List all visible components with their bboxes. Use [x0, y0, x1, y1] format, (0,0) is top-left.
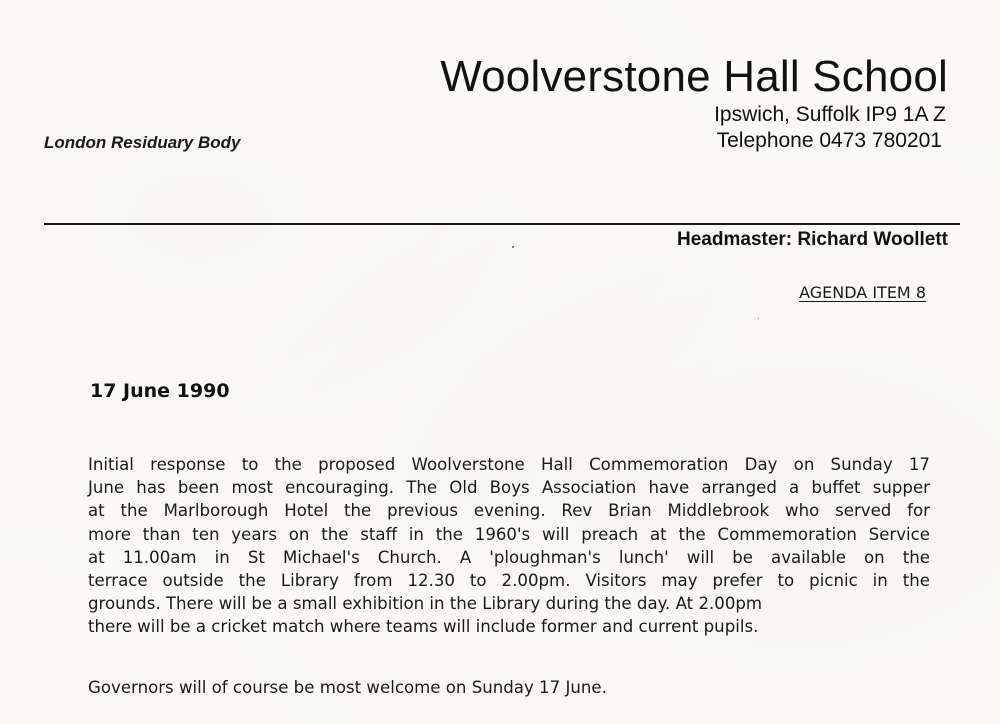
paragraph-line: June has been most encouraging. The Old Boys Association have arranged a buffet supper	[88, 478, 930, 498]
school-name: Woolverstone Hall School	[440, 52, 948, 101]
agenda-item-label: AGENDA ITEM 8	[799, 283, 926, 302]
paper-speck	[758, 318, 759, 319]
paragraph-line: more than ten years on the staff in the 1960's will preach at the Commemoration Service	[88, 524, 930, 544]
paragraph-line: Initial response to the proposed Woolverstone Hall Commemoration Day on Sunday 17	[88, 455, 930, 474]
paper-speck	[512, 246, 514, 248]
school-telephone: Telephone 0473 780201	[716, 129, 942, 152]
body-paragraph	[88, 453, 930, 639]
closing-sentence: Governors will of course be most welcome on Sunday 17 June.	[88, 678, 607, 697]
paragraph-line: at the Marlborough Hotel the previous evening. Rev Brian Middlebrook who served for	[88, 501, 930, 521]
headmaster-line: Headmaster: Richard Woollett	[677, 229, 948, 250]
recipient-body: London Residuary Body	[44, 133, 241, 152]
paragraph-line: terrace outside the Library from 12.30 to 2.00pm. Visitors may prefer to picnic in the	[88, 571, 930, 591]
paragraph-line: there will be a cricket match where teams will include former and current pupils.	[88, 617, 759, 637]
paragraph-line: at 11.00am in St Michael's Church. A 'ploughman's lunch' will be available on the	[88, 547, 930, 567]
letter-date: 17 June 1990	[90, 380, 230, 402]
paragraph-line: grounds. There will be a small exhibition in the Library during the day. At 2.00pm	[88, 594, 763, 614]
school-address: Ipswich, Suffolk IP9 1A Z	[714, 103, 946, 126]
letterhead-divider	[44, 223, 960, 225]
